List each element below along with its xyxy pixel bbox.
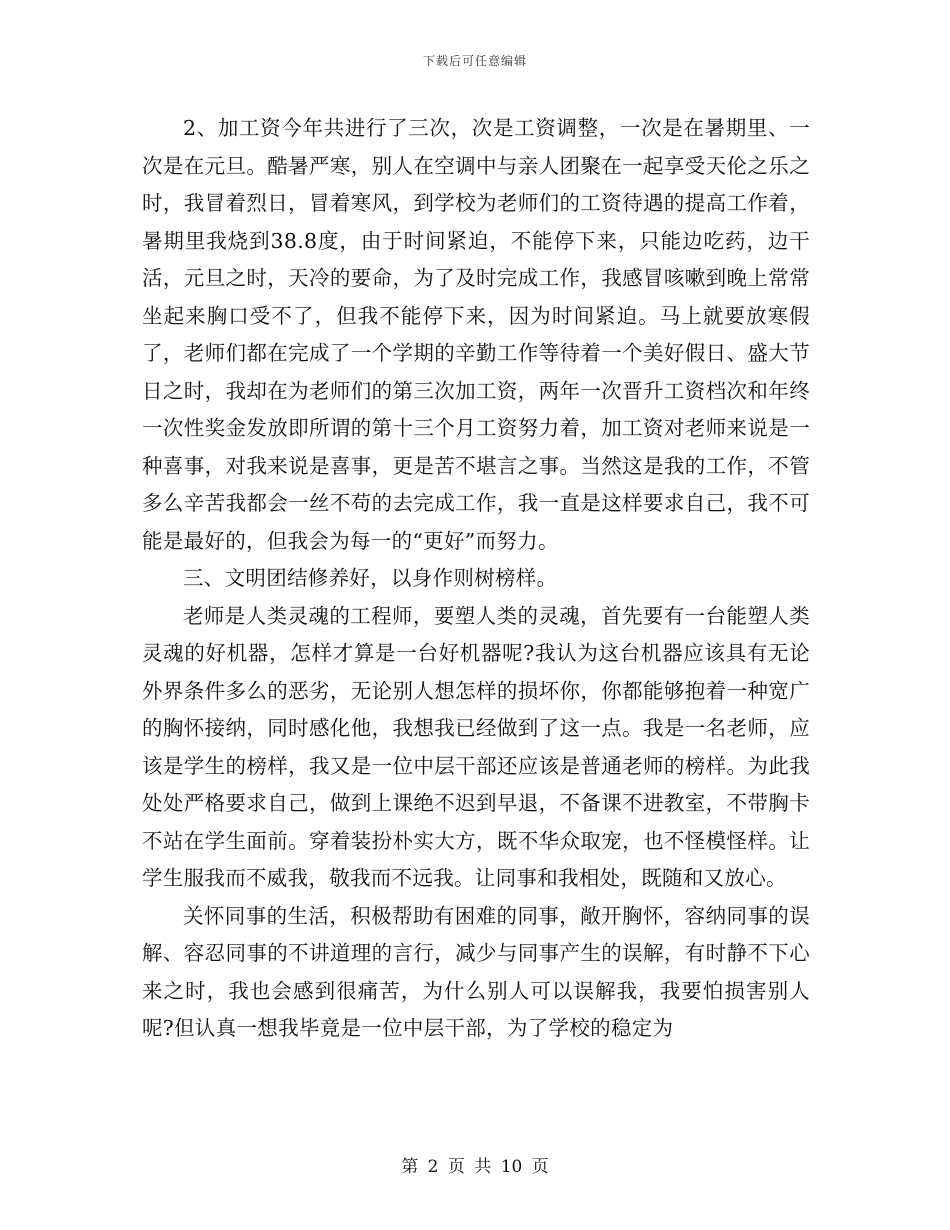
page-header: 下载后可任意编辑 — [422, 54, 527, 68]
section-heading-civility: 三、文明团结修养好，以身作则树榜样。 — [183, 566, 558, 590]
document-body — [142, 110, 810, 1048]
paragraph-teacher-role-model: 老师是人类灵魂的工程师，要塑人类的灵魂，首先要有一台能塑人类灵魂的好机器，怎样才算是一台好机器呢?我认为这台机器应该具有无论外界条件多么的恶劣，无论别人想怎样的损坏你，你都能够抱着一种宽广的胸怀接纳，同时感化他，我想我已经做到了这一点。我是一名老师，应该是学生的榜样，我又是一位中层干部还应该是普通老师的榜样。为此我处处严格要求自己，做到上课绝不迟到早退，不备课不进教室，不带胸卡不站在学生面前。穿着装扮朴实大方，既不华众取宠，也不怪模怪样。让学生服我而不威我，敬我而不远我。让同事和我相处，既随和又放心。 — [142, 603, 810, 890]
page-number-footer: 第 2 页 共 10 页 — [401, 1157, 549, 1177]
paragraph-salary-raise: 2、加工资今年共进行了三次，次是工资调整，一次是在暑期里、一次是在元旦。酷暑严寒，别人在空调中与亲人团聚在一起享受天伦之乐之时，我冒着烈日，冒着寒风，到学校为老师们的工资待遇的提高工作着，暑期里我烧到38.8度，由于时间紧迫，不能停下来，只能边吃药，边干活，元旦之时，天冷的要命，为了及时完成工作，我感冒咳嗽到晚上常常坐起来胸口受不了，但我不能停下来，因为时间紧迫。马上就要放寒假了，老师们都在完成了一个学期的辛勤工作等待着一个美好假日、盛大节日之时，我却在为老师们的第三次加工资，两年一次晋升工资档次和年终一次性奖金发放即所谓的第十三个月工资努力着，加工资对老师来说是一种喜事，对我来说是喜事，更是苦不堪言之事。当然这是我的工作，不管多么辛苦我都会一丝不苟的去完成工作，我一直是这样要求自己，我不可能是最好的，但我会为每一的“更好”而努力。 — [142, 116, 810, 553]
paragraph-caring-colleagues: 关怀同事的生活，积极帮助有困难的同事，敞开胸怀，容纳同事的误解、容忍同事的不讲道理的言行，减少与同事产生的误解，有时静不下心来之时，我也会感到很痛苦，为什么别人可以误解我，我要怕损害别人呢?但认真一想我毕竟是一位中层干部，为了学校的稳定为 — [142, 903, 810, 1040]
